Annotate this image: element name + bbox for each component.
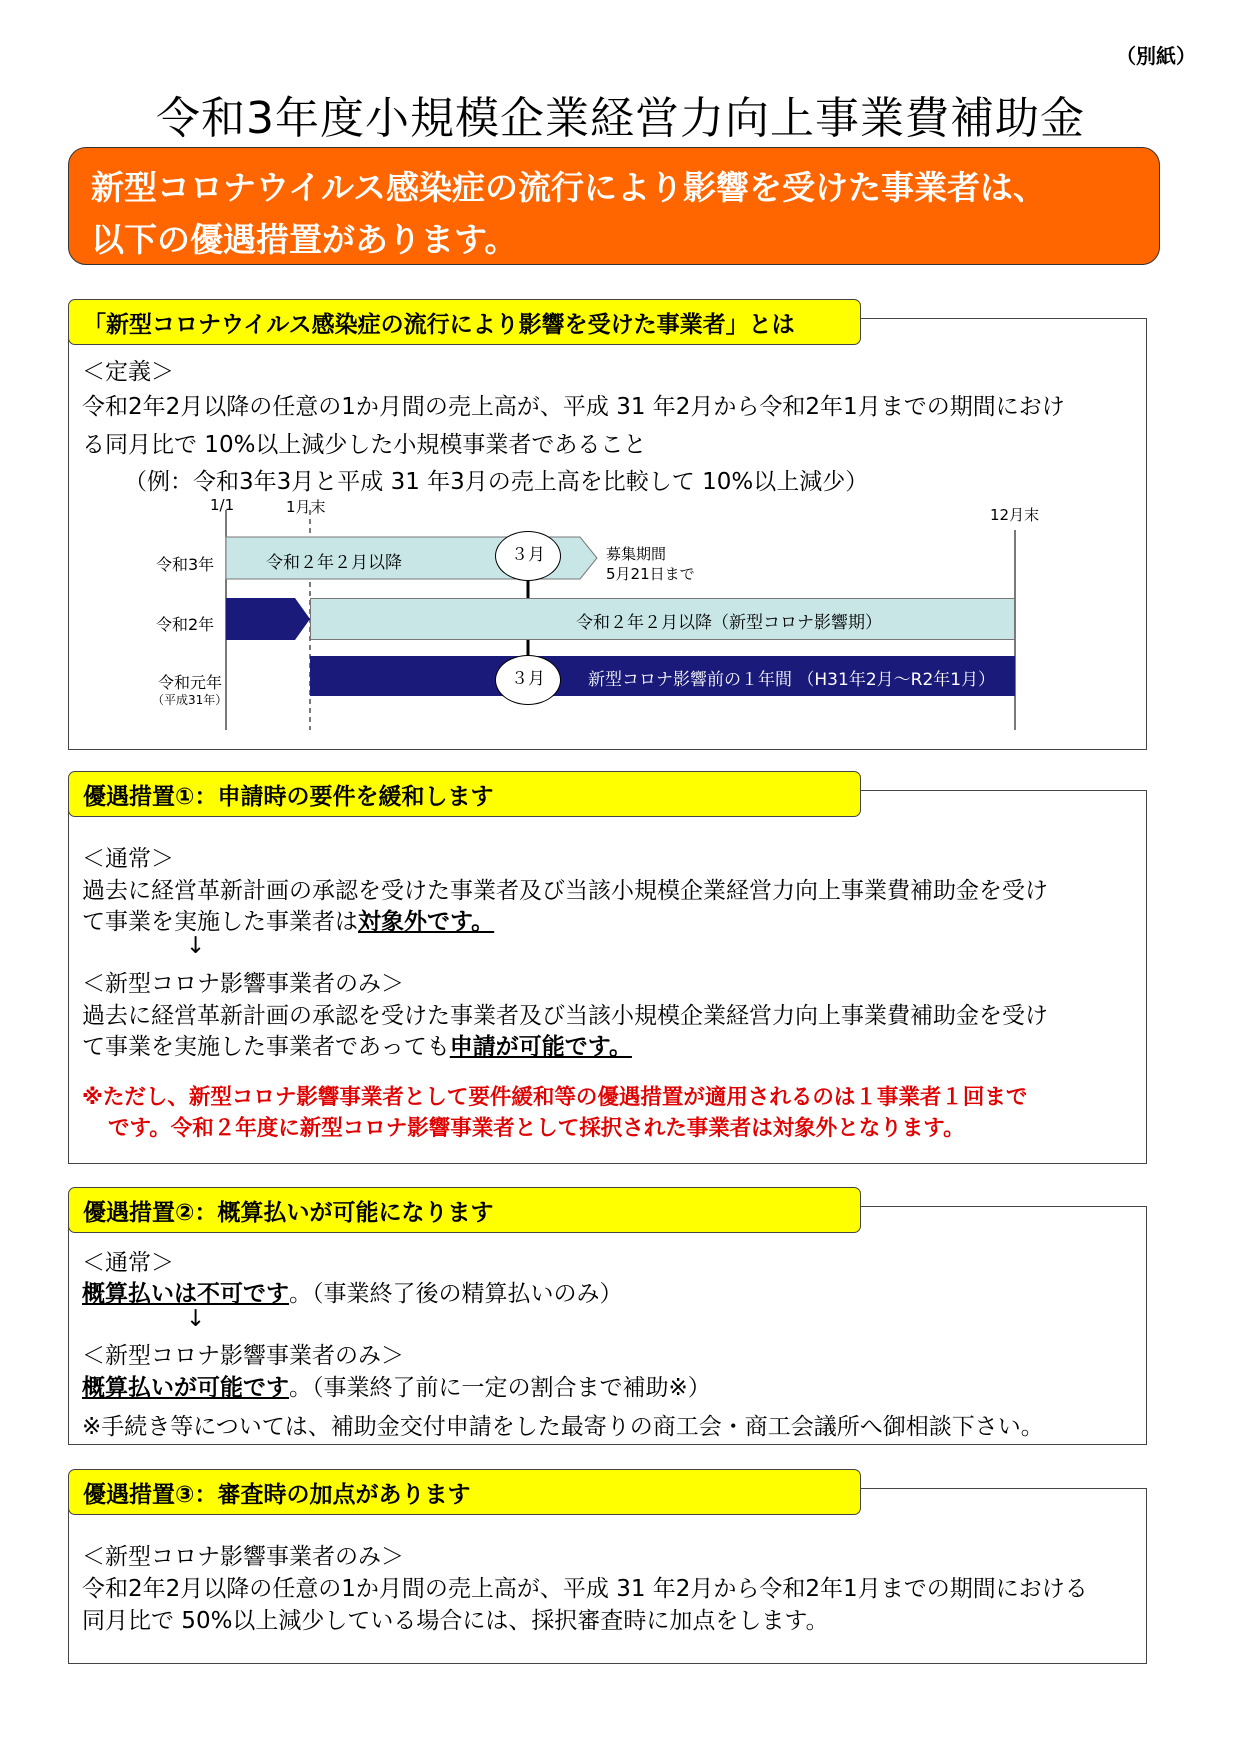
measure1-note-line-1: ※ただし、新型コロナ影響事業者として要件緩和等の優遇措置が適用されるのは１事業者１回まで [82,1085,1028,1110]
measure2-covid-line [82,1369,711,1402]
measure1-covid-line-2 [82,1028,632,1061]
march-h31-marker: ３月 [495,655,561,705]
row-label-r1: 令和元年 [158,673,223,692]
measure3-line-1: 令和2年2月以降の任意の1か月間の売上高が、平成 31 年2月から令和2年1月までの期間における [82,1576,1088,1602]
measure1-normal-line-2-text: て事業を実施した事業者は [82,909,358,935]
measure2-covid-rest: 。（事業終了前に一定の割合まで補助※） [289,1375,711,1401]
bar-r2-jan-arrow [226,598,310,640]
measure1-note-line-2: です。令和２年度に新型コロナ影響事業者として採択された事業者は対象外となります。 [108,1116,965,1141]
attachment-label: （別紙） [1116,44,1196,68]
measure1-arrow: ↓ [186,933,206,959]
banner-line-2: 以下の優遇措置があります。 [91,220,518,259]
measure2-advance-not-allowed: 概算払いは不可です [82,1281,289,1307]
measure2-note: ※手続き等については、補助金交付申請をした最寄りの商工会・商工会議所へ御相談下さい。 [82,1414,1044,1440]
measure1-covid-line-1: 過去に経営革新計画の承認を受けた事業者及び当該小規模企業経営力向上事業費補助金を受け [82,1003,1048,1029]
banner-line-1: 新型コロナウイルス感染症の流行により影響を受けた事業者は、 [91,168,1047,207]
tick-jan-end: 1月末 [286,498,326,516]
bar-r2-text: 令和２年２月以降（新型コロナ影響期） [576,613,882,633]
measure2-covid-heading: ＜新型コロナ影響事業者のみ＞ [82,1343,404,1369]
measure1-not-eligible: 対象外です。 [358,909,495,935]
bar-r1-text: 新型コロナ影響前の１年間 （H31年2月～R2年1月） [588,670,996,690]
measure1-can-apply: 申請が可能です。 [449,1034,632,1060]
recruitment-deadline: 5月21日まで [606,565,695,583]
measure3-line-2: 同月比で 50%以上減少している場合には、採択審査時に加点をします。 [82,1608,829,1634]
measure3-tag: 優遇措置③：審査時の加点があります [68,1469,861,1515]
measure2-advance-allowed: 概算払いが可能です [82,1375,289,1401]
measure2-tag: 優遇措置②：概算払いが可能になります [68,1187,861,1233]
tick-start: 1/1 [210,496,235,514]
measure3-heading: ＜新型コロナ影響事業者のみ＞ [82,1544,404,1570]
bar-r3-text: 令和２年２月以降 [266,553,402,573]
definition-example: （例：令和3年3月と平成 31 年3月の売上高を比較して 10%以上減少） [124,469,869,495]
tick-dec-end: 12月末 [990,506,1040,524]
definition-text-line-1: 令和2年2月以降の任意の1か月間の売上高が、平成 31 年2月から令和2年1月までの期間におけ [82,394,1065,420]
recruitment-period: 募集期間 [606,545,667,563]
measure1-normal-line-2 [82,903,494,936]
definition-heading: ＜定義＞ [82,359,174,385]
measure2-arrow: ↓ [186,1306,206,1332]
measure2-normal-line [82,1275,623,1308]
measure2-normal-rest: 。（事業終了後の精算払いのみ） [289,1281,623,1307]
definition-tag: 「新型コロナウイルス感染症の流行により影響を受けた事業者」とは [68,299,861,345]
measure1-covid-heading: ＜新型コロナ影響事業者のみ＞ [82,971,404,997]
measure1-covid-line-2-text: て事業を実施した事業者であっても [82,1034,450,1060]
measure1-tag: 優遇措置①：申請時の要件を緩和します [68,771,861,817]
measure1-normal-heading: ＜通常＞ [82,846,174,872]
row-label-r3: 令和3年 [156,555,215,574]
row-label-h31: （平成31年） [152,693,228,707]
page-title: 令和3年度小規模企業経営力向上事業費補助金 [156,93,1085,144]
measure2-normal-heading: ＜通常＞ [82,1250,174,1276]
row-label-r2: 令和2年 [156,615,215,634]
measure1-normal-line-1: 過去に経営革新計画の承認を受けた事業者及び当該小規模企業経営力向上事業費補助金を受け [82,878,1048,904]
definition-text-line-2: る同月比で 10%以上減少した小規模事業者であること [82,432,647,458]
march-r3-marker: ３月 [495,531,561,581]
